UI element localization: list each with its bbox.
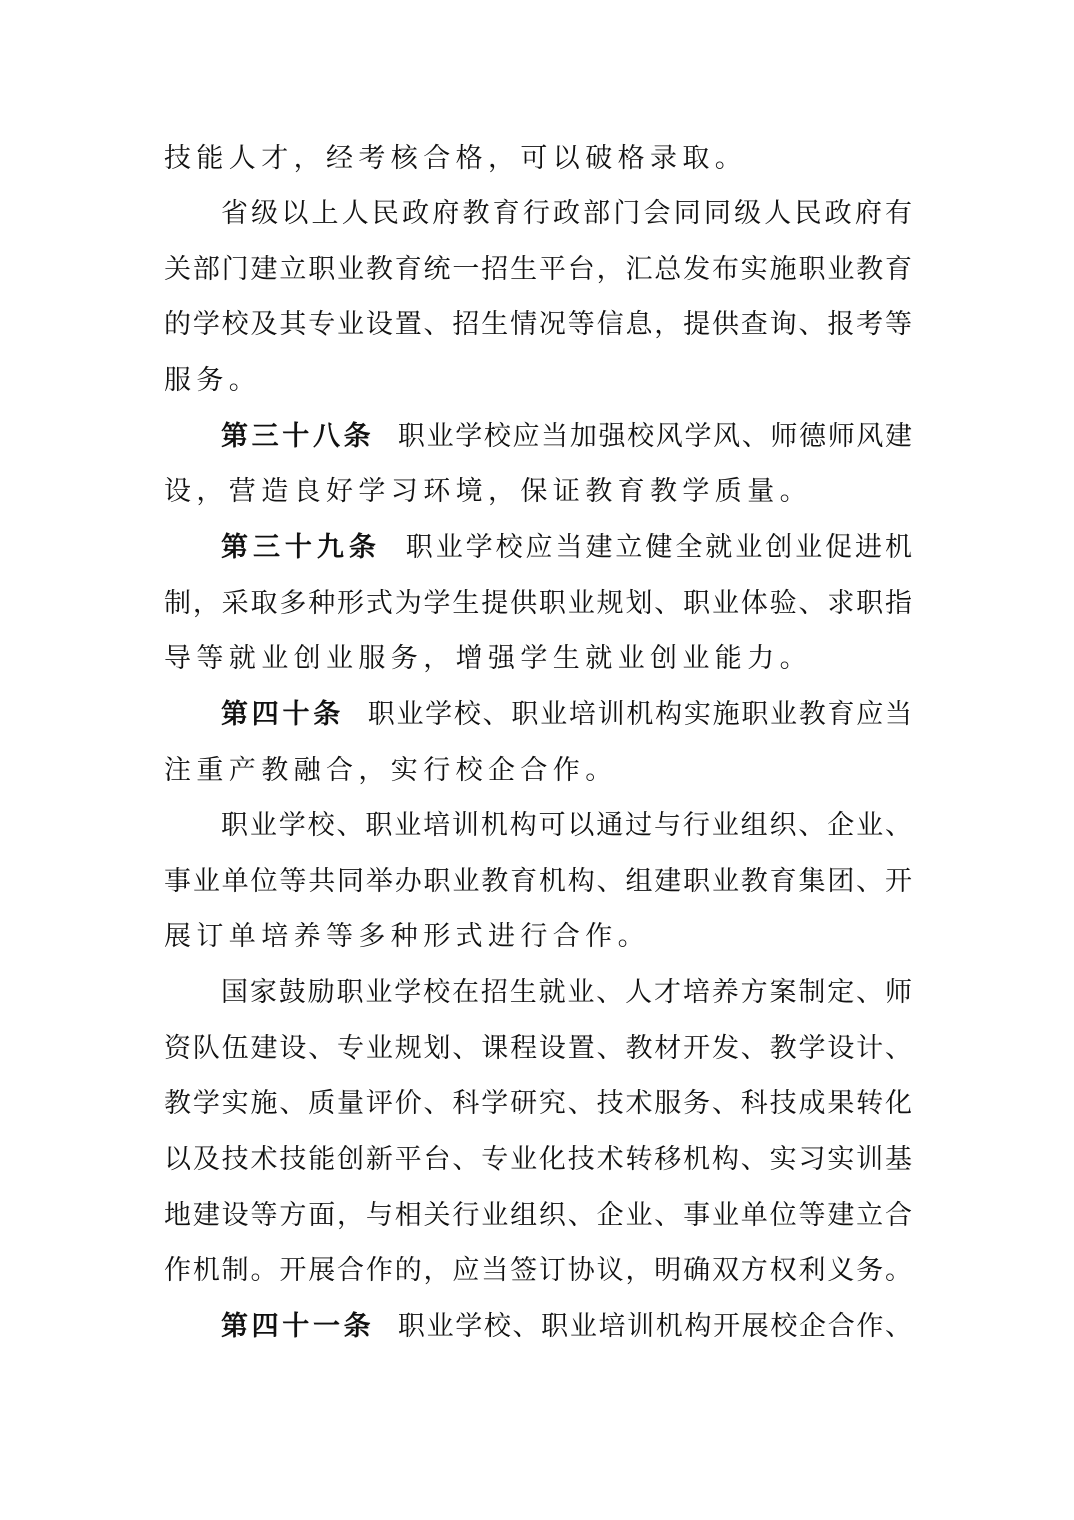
article-line bbox=[221, 412, 912, 462]
paragraph-line bbox=[221, 801, 912, 851]
paragraph-line bbox=[164, 634, 912, 684]
line-text: 事业单位等共同举办职业教育机构、组建职业教育集团、开 bbox=[164, 866, 912, 897]
line-text: 职业学校应当加强校风学风、师德师风建 bbox=[396, 421, 913, 452]
paragraph-line bbox=[164, 579, 912, 629]
line-text: 资队伍建设、专业规划、课程设置、教材开发、教学设计、 bbox=[164, 1033, 912, 1064]
paragraph-line bbox=[164, 1246, 912, 1296]
line-text: 关部门建立职业教育统一招生平台，汇总发布实施职业教育 bbox=[164, 254, 912, 285]
paragraph-line bbox=[164, 912, 912, 962]
line-text: 职业学校、职业培训机构可以通过与行业组织、企业、 bbox=[221, 810, 912, 841]
paragraph-line bbox=[164, 1079, 912, 1129]
paragraph-line bbox=[164, 356, 912, 406]
line-text: 注重产教融合，实行校企合作。 bbox=[164, 755, 618, 786]
paragraph-line bbox=[164, 134, 912, 184]
paragraph-line bbox=[221, 189, 912, 239]
article-line bbox=[221, 1302, 912, 1352]
paragraph-line bbox=[221, 968, 912, 1018]
paragraph-line bbox=[164, 1135, 912, 1185]
line-text: 职业学校、职业培训机构实施职业教育应当 bbox=[365, 699, 913, 730]
line-text: 地建设等方面，与相关行业组织、企业、事业单位等建立合 bbox=[164, 1200, 912, 1231]
article-line bbox=[221, 523, 912, 573]
paragraph-line bbox=[164, 1024, 912, 1074]
article-number: 第三十八条 bbox=[221, 421, 375, 452]
line-text: 职业学校应当建立健全就业创业促进机 bbox=[402, 532, 913, 563]
paragraph-line bbox=[164, 1191, 912, 1241]
paragraph-line bbox=[164, 300, 912, 350]
line-text: 制，采取多种形式为学生提供职业规划、职业体验、求职指 bbox=[164, 588, 912, 619]
line-text: 国家鼓励职业学校在招生就业、人才培养方案制定、师 bbox=[221, 977, 912, 1008]
article-line bbox=[221, 690, 912, 740]
line-text: 服务。 bbox=[164, 365, 262, 396]
line-text: 的学校及其专业设置、招生情况等信息，提供查询、报考等 bbox=[164, 309, 912, 340]
paragraph-line bbox=[164, 857, 912, 907]
line-text: 教学实施、质量评价、科学研究、技术服务、科技成果转化 bbox=[164, 1088, 912, 1119]
paragraph-line bbox=[164, 467, 912, 517]
line-text: 作机制。开展合作的，应当签订协议，明确双方权利义务。 bbox=[164, 1255, 912, 1286]
article-number: 第四十条 bbox=[221, 699, 344, 730]
paragraph-line bbox=[164, 746, 912, 796]
paragraph-line bbox=[164, 245, 912, 295]
line-text: 省级以上人民政府教育行政部门会同同级人民政府有 bbox=[221, 198, 912, 229]
line-text: 技能人才，经考核合格，可以破格录取。 bbox=[164, 143, 748, 174]
line-text: 职业学校、职业培训机构开展校企合作、 bbox=[396, 1311, 913, 1342]
article-number: 第三十九条 bbox=[221, 532, 381, 563]
line-text: 导等就业创业服务，增强学生就业创业能力。 bbox=[164, 643, 812, 674]
article-number: 第四十一条 bbox=[221, 1311, 375, 1342]
line-text: 展订单培养等多种形式进行合作。 bbox=[164, 921, 650, 952]
line-text: 以及技术技能创新平台、专业化技术转移机构、实习实训基 bbox=[164, 1144, 912, 1175]
line-text: 设，营造良好学习环境，保证教育教学质量。 bbox=[164, 476, 812, 507]
